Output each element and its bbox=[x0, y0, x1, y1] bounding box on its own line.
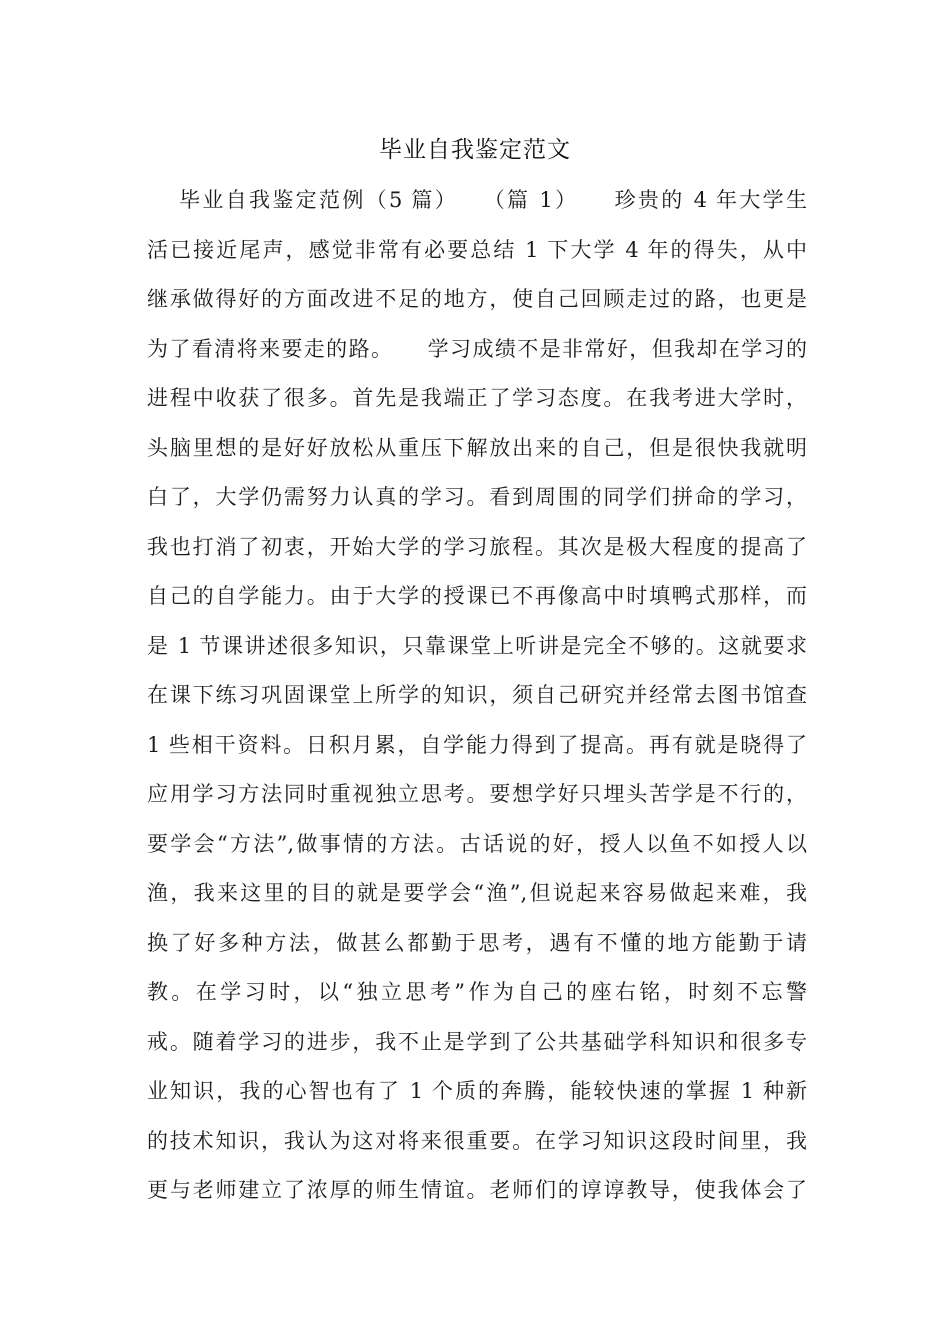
body-line: 是 1 节课讲述很多知识，只靠课堂上听讲是完全不够的。这就要求 bbox=[147, 633, 807, 658]
document-body bbox=[147, 185, 807, 1225]
document-title: 毕业自我鉴定范文 bbox=[379, 137, 571, 163]
body-line: 白了，大学仍需努力认真的学习。看到周围的同学们拼命的学习， bbox=[147, 485, 807, 509]
body-line: 继承做得好的方面改进不足的地方，使自己回顾走过的路，也更是 bbox=[147, 287, 807, 311]
body-line: 1 些相干资料。日积月累，自学能力得到了提高。再有就是晓得了 bbox=[147, 732, 807, 757]
body-line: 毕业自我鉴定范例（5 篇） （篇 1） 珍贵的 4 年大学生 bbox=[179, 188, 807, 212]
body-line: 进程中收获了很多。首先是我端正了学习态度。在我考进大学时， bbox=[147, 386, 807, 410]
body-line: 在课下练习巩固课堂上所学的知识，须自己研究并经常去图书馆查 bbox=[147, 683, 807, 707]
body-line: 戒。随着学习的进步，我不止是学到了公共基础学科知识和很多专 bbox=[147, 1029, 807, 1054]
body-line: 教。在学习时，以“独立思考”作为自己的座右铭，时刻不忘警 bbox=[147, 980, 807, 1004]
body-line: 自己的自学能力。由于大学的授课已不再像高中时填鸭式那样，而 bbox=[147, 584, 807, 608]
body-line: 我也打消了初衷，开始大学的学习旅程。其次是极大程度的提高了 bbox=[147, 534, 807, 559]
body-line: 活已接近尾声，感觉非常有必要总结 1 下大学 4 年的得失，从中 bbox=[147, 237, 807, 262]
body-line: 要学会“方法”,做事情的方法。古话说的好，授人以鱼不如授人以 bbox=[147, 831, 807, 856]
body-line: 头脑里想的是好好放松从重压下解放出来的自己，但是很快我就明 bbox=[147, 435, 807, 460]
body-line: 的技术知识，我认为这对将来很重要。在学习知识这段时间里，我 bbox=[147, 1128, 807, 1153]
body-line: 更与老师建立了浓厚的师生情谊。老师们的谆谆教导，使我体会了 bbox=[147, 1178, 807, 1202]
body-line: 渔，我来这里的目的就是要学会“渔”,但说起来容易做起来难，我 bbox=[147, 881, 807, 905]
body-line: 业知识，我的心智也有了 1 个质的奔腾，能较快速的掌握 1 种新 bbox=[147, 1079, 807, 1103]
body-line: 换了好多种方法，做甚么都勤于思考，遇有不懂的地方能勤于请 bbox=[147, 930, 807, 955]
body-line: 为了看清将来要走的路。 学习成绩不是非常好，但我却在学习的 bbox=[147, 336, 807, 361]
body-line: 应用学习方法同时重视独立思考。要想学好只埋头苦学是不行的， bbox=[147, 782, 807, 806]
